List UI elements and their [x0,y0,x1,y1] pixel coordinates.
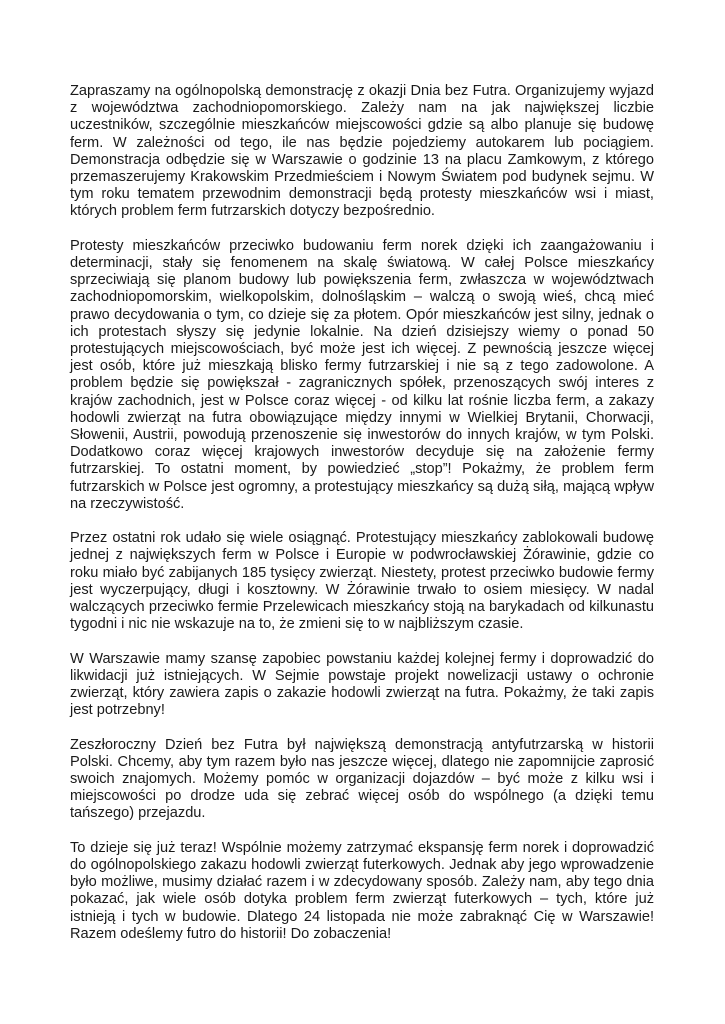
paragraph-warsaw: W Warszawie mamy szansę zapobiec powstaniu każdej kolejnej fermy i doprowadzić do likwidacji już istniejących. W Sejmie powstaje projekt nowelizacji ustawy o ochronie zwierząt, który zawiera zapis o zakazie hodowli zwierząt na futra. Pokażmy, że taki zapis jest potrzebny! [70,650,654,719]
paragraph-closing: To dzieje się już teraz! Wspólnie możemy zatrzymać ekspansję ferm norek i doprowadzić do ogólnopolskiego zakazu hodowli zwierząt futerkowych. Jednak aby jego wprowadzenie było możliwe, musimy działać razem i w zdecydowany sposób. Zależy nam, aby tego dnia pokazać, jak wiele osób dotyka problem ferm zwierząt futerkowych – tych, które już istnieją i tych w budowie. Dlatego 24 listopada nie może zabraknąć Cię w Warszawie! Razem odeślemy futro do historii! Do zobaczenia! [70,839,654,942]
paragraph-protests: Protesty mieszkańców przeciwko budowaniu ferm norek dzięki ich zaangażowaniu i determinacji, stały się fenomenem na skalę światową. W całej Polsce mieszkańcy sprzeciwiają się planom budowy lub powiększenia ferm, zwłaszcza w województwach zachodniopomorskim, wielkopolskim, dolnośląskim – walczą o swoją wieś, chcą mieć prawo decydowania o tym, co dzieje się za płotem. Opór mieszkańców jest silny, jednak o ich protestach słyszy się jedynie lokalnie. Na dzień dzisiejszy wiemy o ponad 50 protestujących miejscowościach, być może jest ich więcej. Z pewnością jeszcze więcej jest osób, które już mieszkają blisko fermy futrzarskiej i nie są z tego zadowolone. A problem będzie się powiększał - zagranicznych spółek, przenoszących swój interes z krajów zachodnich, jest w Polsce coraz więcej - od kilku lat rośnie liczba ferm, a zakazy hodowli zwierząt na futra obowiązujące między innymi w Wielkiej Brytanii, Chorwacji, Słowenii, Austrii, powodują przenoszenie się inwestorów do innych krajów, w tym Polski. Dodatkowo coraz więcej krajowych inwestorów decyduje się na założenie fermy futrzarskiej. To ostatni moment, by powiedzieć „stop”! Pokażmy, że problem ferm futrzarskich w Polsce jest ogromny, a protestujący mieszkańcy są dużą siłą, mającą wpływ na rzeczywistość. [70,237,654,512]
paragraph-invitation: Zapraszamy na ogólnopolską demonstrację z okazji Dnia bez Futra. Organizujemy wyjazd z województwa zachodniopomorskiego. Zależy nam na jak największej liczbie uczestników, szczególnie mieszkańców miejscowości gdzie są albo planuje się budowę ferm. W zależności od tego, ile nas będzie pojedziemy autokarem lub pociągiem. Demonstracja odbędzie się w Warszawie o godzinie 13 na placu Zamkowym, z którego przemaszerujemy Krakowskim Przedmieściem i Nowym Światem pod budynek sejmu. W tym roku tematem przewodnim demonstracji będą protesty mieszkańców wsi i miast, których problem ferm futrzarskich dotyczy bezpośrednio. [70,83,654,220]
document-page [70,83,654,960]
paragraph-last-year: Zeszłoroczny Dzień bez Futra był największą demonstracją antyfutrzarską w historii Polski. Chcemy, aby tym razem było nas jeszcze więcej, dlatego nie zapomnijcie zaprosić swoich znajomych. Możemy pomóc w organizacji dojazdów – być może z kilku wsi i miejscowości po drodze uda się zebrać więcej osób do wspólnego (a dzięki temu tańszego) przejazdu. [70,736,654,822]
paragraph-achievements: Przez ostatni rok udało się wiele osiągnąć. Protestujący mieszkańcy zablokowali budowę jednej z największych ferm w Polsce i Europie w podwrocławskiej Żórawinie, gdzie co roku miało być zabijanych 185 tysięcy zwierząt. Niestety, protest przeciwko budowie fermy jest wyczerpujący, długi i kosztowny. W Żórawinie trwało to osiem miesięcy. W nadal walczących przeciwko fermie Przelewicach mieszkańcy stoją na barykadach od kilkunastu tygodni i nic nie wskazuje na to, że zmieni się to w najbliższym czasie. [70,530,654,633]
